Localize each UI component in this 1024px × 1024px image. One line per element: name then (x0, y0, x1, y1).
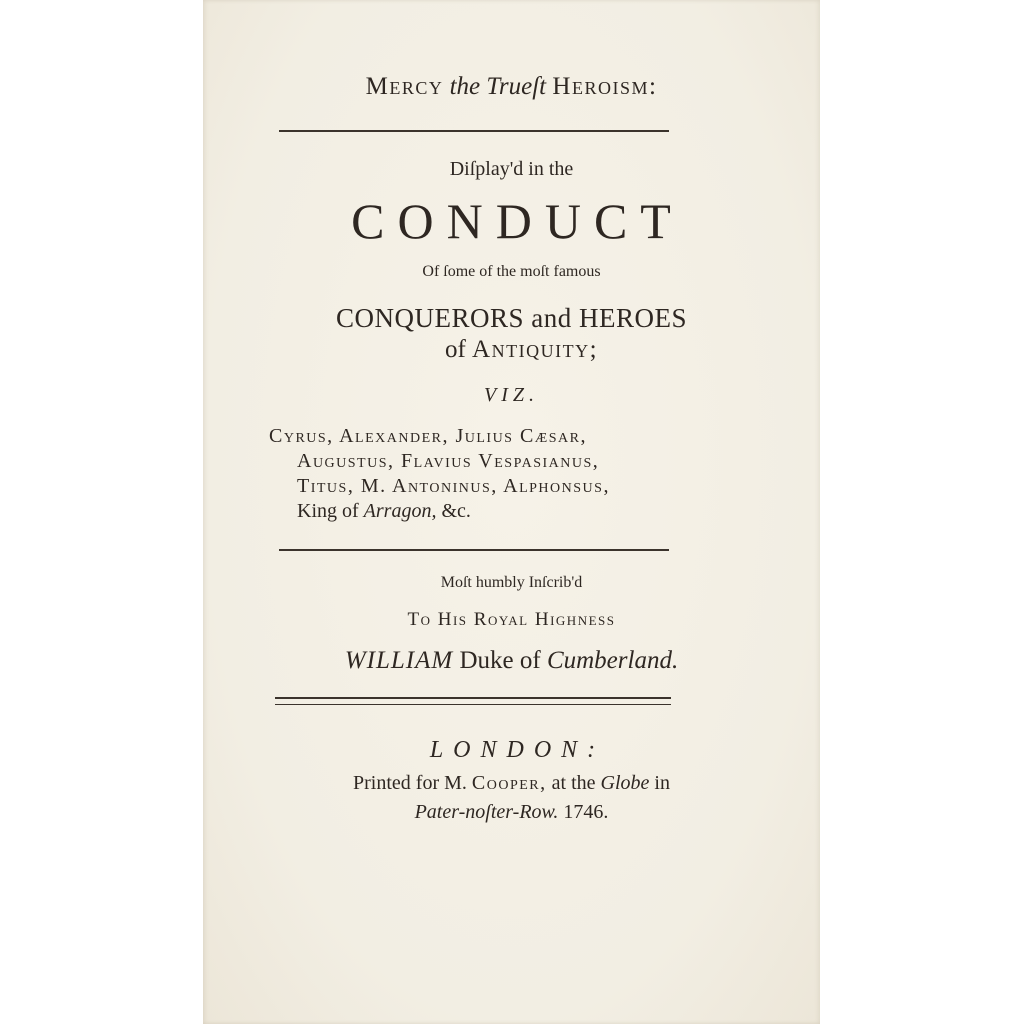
antiquity-prefix: of (444, 336, 466, 363)
dedication-to-his: To His Royal Highness (407, 609, 616, 630)
subtitle-displayed: Diſplay'd in the (449, 158, 574, 180)
title-word-mercy: Mercy (365, 73, 444, 100)
imprint-street: Pater-noſter-Row. (414, 801, 559, 823)
imprint-address-line (203, 802, 820, 822)
names-line-4 (269, 499, 689, 524)
inscribed-line: Moſt humbly Inſcrib'd (440, 574, 583, 591)
title-word-heroism: Heroism: (552, 73, 658, 100)
imprint-printed-for: Printed for M. (353, 772, 467, 794)
imprint-at-the: at the (551, 772, 596, 794)
names-list (269, 424, 689, 524)
names-king-of: King of (297, 500, 359, 522)
imprint-city: LONDON: (429, 737, 606, 763)
imprint-in: in (654, 772, 670, 794)
divider-rule-double-1 (275, 697, 671, 699)
imprint-printer-line (203, 773, 820, 793)
divider-rule-top (279, 130, 669, 132)
viz-label: VIZ. (484, 384, 539, 406)
imprint-printer-name: Cooper, (471, 772, 547, 794)
title-page (203, 0, 820, 1024)
heading-antiquity (203, 337, 830, 362)
antiquity-word: Antiquity; (472, 336, 599, 363)
divider-rule-double-2 (275, 704, 671, 705)
heading-conquerors: CONQUERORS and HEROES (335, 303, 688, 333)
names-line-1: Cyrus, Alexander, Julius Cæsar, (269, 425, 587, 447)
names-arragon: Arragon, (363, 500, 437, 522)
main-title (203, 74, 820, 99)
divider-rule-middle (279, 549, 669, 551)
names-etc: &c. (441, 500, 471, 522)
dedicatee-name: WILLIAM (344, 647, 454, 674)
imprint-globe: Globe (600, 772, 650, 794)
title-word-the-truest: the Trueſt (449, 73, 547, 100)
dedicatee-line (203, 648, 820, 673)
imprint-year: 1746. (563, 801, 609, 823)
dedicatee-place: Cumberland. (546, 647, 679, 674)
names-line-2: Augustus, Flavius Vespasianus, (297, 450, 600, 472)
subtitle-of-some: Of ſome of the moſt famous (422, 263, 601, 280)
names-line-3: Titus, M. Antoninus, Alphonsus, (297, 475, 610, 497)
dedicatee-duke-of: Duke of (459, 647, 541, 674)
heading-conduct: CONDUCT (351, 193, 684, 249)
